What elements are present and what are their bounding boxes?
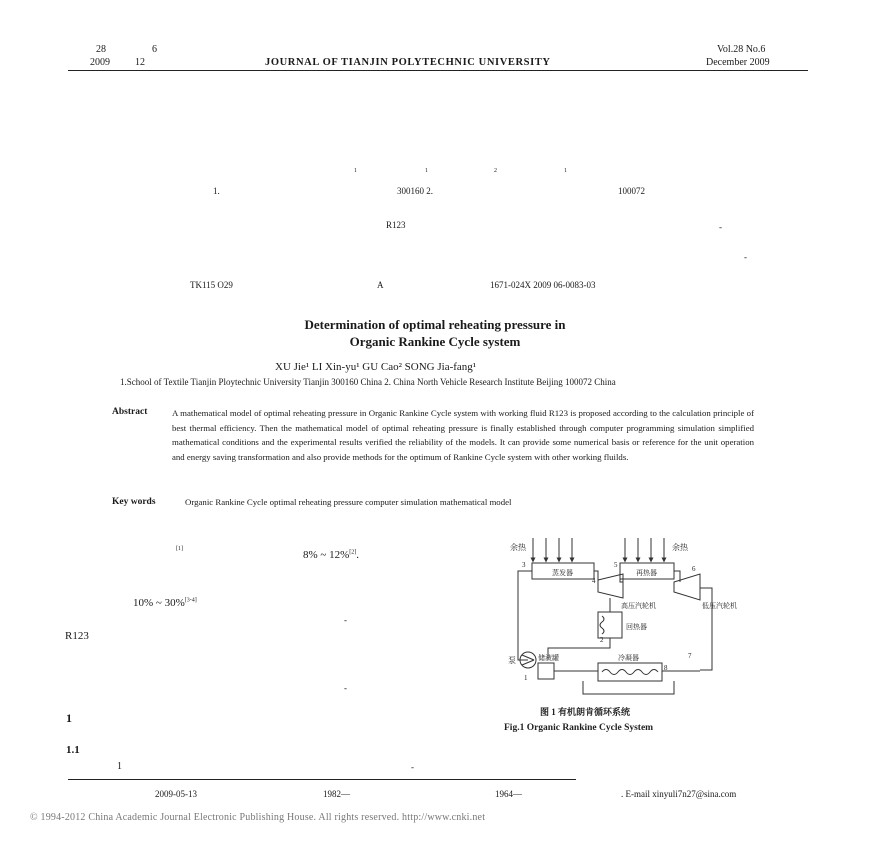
body-dash-2: -	[344, 683, 347, 693]
cooling-loop	[583, 681, 674, 694]
tank-label: 储液罐	[538, 654, 559, 662]
header-number-cn: 6	[152, 44, 157, 55]
document-code: A	[377, 280, 384, 290]
english-authors: XU Jie¹ LI Xin-yu¹ GU Cao² SONG Jia-fang¹	[275, 361, 477, 373]
author2-birth-year: 1964—	[495, 789, 522, 799]
body-percent-1	[303, 549, 359, 561]
body-line-number: 1	[117, 761, 122, 772]
author-sup-2: 1	[425, 168, 428, 174]
english-title-line2: Organic Rankine Cycle system	[349, 334, 521, 349]
body-percent-2-value: 10% ~ 30%	[133, 597, 185, 609]
orc-system-diagram	[488, 530, 778, 742]
cn-affiliation-1: 1.	[213, 186, 220, 196]
citation-ref-2: [2]	[349, 549, 357, 556]
body-r123: R123	[65, 630, 89, 642]
journal-name: JOURNAL OF TIANJIN POLYTECHNIC UNIVERSITY	[265, 57, 551, 68]
pump-vane-1	[522, 655, 534, 660]
author-email: . E-mail xinyuli7n27@sina.com	[621, 789, 737, 799]
hp-turbine-shape	[598, 574, 623, 598]
figure-caption-en: Fig.1 Organic Rankine Cycle System	[504, 723, 654, 733]
section-heading-1: 1	[66, 711, 72, 725]
english-title	[225, 316, 645, 350]
pipe-pump-evaporator	[518, 571, 532, 660]
copyright-notice: © 1994-2012 China Academic Journal Electronic Publishing House. All rights reserved. http://www.cnki.net	[30, 812, 486, 823]
waste-heat-label-right: 余热	[672, 543, 688, 552]
condenser-coil	[602, 670, 658, 675]
body-percent-1-tail: .	[356, 549, 360, 561]
state-point-2: 2	[600, 636, 604, 644]
clc-number: TK115 O29	[190, 280, 233, 290]
body-dash-3: -	[411, 762, 414, 772]
state-point-5: 5	[614, 561, 618, 569]
pipe-lp-condenser	[700, 588, 712, 670]
pump-label: 泵	[508, 656, 516, 665]
header-month-cn: 12	[135, 57, 145, 68]
section-heading-1-1: 1.1	[66, 744, 80, 756]
citation-ref-3: [3-4]	[184, 597, 197, 604]
body-dash-1: -	[344, 615, 347, 625]
abstract-text: A mathematical model of optimal reheating pressure in Organic Rankine Cycle system with working fluid R123 is proposed according to the calculation principle of best thermal efficiency. Then the mathematical model of optimal reheating pressure is finally established through computer programming simulation simplified mathematical conditions and the experimental results verified the reliability of the models. It can provide some numerical basis or reference for the unit operation and energy saving transformation and also provide methods for the optimum of Rankine Cycle system with other working fluilds.	[172, 408, 754, 462]
english-title-line1: Determination of optimal reheating pressure in	[304, 317, 566, 332]
author-sup-3: 2	[494, 168, 497, 174]
evaporator-label: 蒸发器	[552, 569, 573, 577]
figure-caption-cn: 图 1 有机朗肯循环系统	[540, 707, 631, 717]
body-percent-2	[133, 597, 197, 609]
state-point-3: 3	[522, 561, 526, 569]
condenser-box	[598, 663, 662, 681]
lp-turbine-shape	[674, 574, 700, 600]
state-point-6: 6	[692, 565, 696, 573]
lp-turbine-label: 低压汽轮机	[702, 602, 737, 610]
body-percent-1-value: 8% ~ 12%	[303, 549, 350, 561]
cn-abstract-dash: -	[719, 222, 722, 232]
article-id: 1671-024X 2009 06-0083-03	[490, 280, 596, 290]
received-date: 2009-05-13	[155, 789, 197, 799]
keywords-text: Organic Rankine Cycle optimal reheating pressure computer simulation mathematical model	[185, 497, 512, 507]
author1-birth-year: 1982—	[323, 789, 350, 799]
waste-heat-label-left: 余热	[510, 543, 526, 552]
cn-keywords-dash: -	[744, 252, 747, 262]
english-affiliation: 1.School of Textile Tianjin Ploytechnic University Tianjin 300160 China 2. China North Vehicle Research Institute Beijing 100072 China	[120, 377, 616, 387]
header-rule	[68, 70, 808, 71]
regenerator-box	[598, 612, 622, 638]
state-point-1: 1	[524, 674, 528, 682]
author-sup-4: 1	[564, 168, 567, 174]
header-volume-cn: 28	[96, 44, 106, 55]
header-date-en: December 2009	[706, 57, 770, 68]
reheater-label: 再热器	[636, 569, 657, 577]
regenerator-coil	[600, 616, 604, 634]
header-year-cn: 2009	[90, 57, 110, 68]
regenerator-label: 回热器	[626, 623, 647, 631]
state-point-4: 4	[592, 577, 596, 585]
keywords-label: Key words	[112, 497, 156, 507]
state-point-7: 7	[688, 652, 692, 660]
citation-ref-1: [1]	[176, 546, 183, 552]
condenser-label: 冷凝器	[618, 654, 639, 662]
cn-affiliation-3: 100072	[618, 186, 645, 196]
cn-affiliation-2: 300160 2.	[397, 186, 433, 196]
pump-vane-2	[522, 660, 534, 665]
header-volume-en: Vol.28 No.6	[717, 44, 766, 55]
abstract-label: Abstract	[112, 407, 148, 417]
state-point-8: 8	[664, 664, 668, 672]
footnote-rule	[68, 779, 576, 780]
tank-box	[538, 663, 554, 679]
author-sup-1: 1	[354, 168, 357, 174]
hp-turbine-label: 高压汽轮机	[621, 602, 656, 610]
cn-abstract-r123: R123	[386, 220, 406, 230]
